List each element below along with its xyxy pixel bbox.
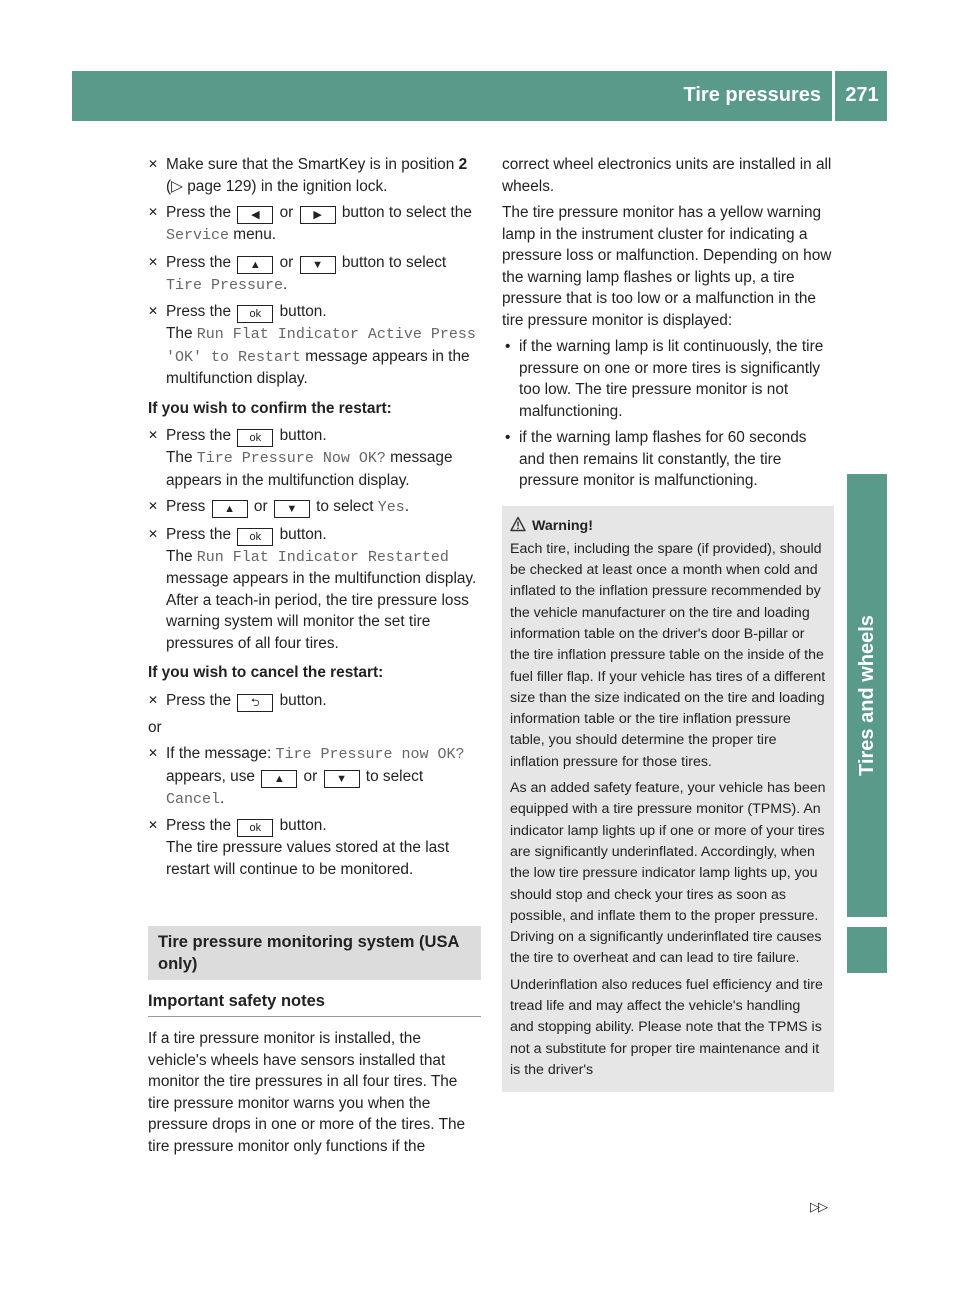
key-glyph-icon: ⮌: [237, 694, 273, 712]
warning-heading: [510, 516, 826, 537]
display-message: Tire Pressure now OK?: [275, 746, 465, 763]
left-column: [148, 154, 481, 1162]
warning-paragraph: Underinflation also reduces fuel efficiency and tire tread life and may affect the vehicle's handling and stopping ability. Please note that the TPMS is not a substitute for proper tire maintenance and it is the driver's: [510, 976, 823, 1078]
step-text: Press the ▲ or ▼ button to select Tire Pressure.: [166, 253, 447, 294]
key-glyph-icon: ▶: [300, 206, 336, 224]
display-message: Service: [166, 227, 230, 244]
x-marker-icon: ✕: [148, 746, 159, 760]
step-text: Press the ok button. The Run Flat Indicator Restarted message appears in the multifunction display. After a teach-in period, the tire pressure loss warning system will monitor the set tire pressures of all four tires.: [166, 525, 477, 652]
instruction-step: [148, 252, 481, 297]
instruction-step: [148, 815, 481, 880]
page-header: [72, 71, 887, 121]
paragraph: correct wheel electronics units are installed in all wheels.: [502, 156, 832, 195]
warning-paragraph: As an added safety feature, your vehicle has been equipped with a tire pressure monitor (TPMS). An indicator lamp lights up if one or more of your tires are significantly underinflated. Accordingly, when the low tire pressure indicator lamp lights up, you should stop and check your tires as soon as possible, and inflate them to the proper pressure. Driving on a significantly underinflated tire causes the tire to overheat and can lead to tire failure.: [510, 780, 826, 967]
x-marker-icon: ✕: [148, 157, 159, 171]
section-title: Tire pressure monitoring system (USA only): [148, 926, 481, 980]
instruction-step: [148, 524, 481, 655]
cancel-heading: If you wish to cancel the restart:: [148, 664, 384, 681]
instruction-step: [148, 743, 481, 810]
x-marker-icon: ✕: [148, 205, 159, 219]
x-marker-icon: ✕: [148, 499, 159, 513]
step-text: Press the ⮌ button.: [166, 692, 327, 709]
instruction-step: [148, 425, 481, 491]
instruction-step: [148, 301, 481, 390]
step-text: Press the ok button. The Run Flat Indicator Active Press 'OK' to Restart message appears in the multifunction display.: [166, 303, 476, 387]
header-title: Tire pressures: [683, 84, 821, 106]
key-glyph-icon: ok: [237, 305, 273, 323]
confirm-heading: If you wish to confirm the restart:: [148, 399, 392, 417]
key-glyph-icon: ▲: [261, 770, 297, 788]
display-message: Run Flat Indicator Active Press 'OK' to Restart: [166, 326, 476, 366]
display-message: Tire Pressure Now OK?: [196, 450, 386, 467]
display-message: Cancel: [166, 790, 221, 808]
warning-paragraph: Each tire, including the spare (if provided), should be checked at least once a month when cold and inflated to the inflation pressure recommended by the vehicle manufacturer on the tire and loading information table on the driver's door B-pillar or the tire inflation pressure table on the inside of the fuel filler flap. If your vehicle has tires of a different size than the size indicated on the tire and loading information table or the tire inflation pressure table, you should determine the proper tire inflation pressure for those tires.: [510, 540, 826, 770]
page-number: 271: [845, 84, 879, 106]
bold-text: 2: [458, 156, 468, 173]
paragraph: The tire pressure monitor has a yellow warning lamp in the instrument cluster for indicating a pressure loss or malfunction. Depending on how the warning lamp flashes or lights up, a tire pressure that is too low or a malfunction in the tire pressure monitor is displayed:: [502, 204, 832, 329]
or-text: or: [148, 718, 162, 736]
display-message: Yes: [377, 499, 405, 516]
list-item: [502, 336, 834, 422]
x-marker-icon: ✕: [148, 254, 159, 269]
display-message: Tire Pressure: [166, 276, 284, 294]
r-bullet-icon: •: [505, 338, 511, 355]
steps-group: [148, 425, 481, 654]
key-glyph-icon: ok: [237, 528, 273, 546]
key-glyph-icon: ok: [237, 819, 273, 837]
bullet-text: if the warning lamp is lit continuously, the tire pressure on one or more tires is significantly too low. The tire pressure monitor is not malfunctioning.: [519, 338, 824, 420]
x-marker-icon: ✕: [148, 428, 159, 442]
right-column: [502, 154, 834, 1092]
key-glyph-icon: ▲: [212, 500, 248, 518]
key-glyph-icon: ▼: [300, 256, 336, 274]
side-tab: [847, 474, 887, 917]
step-text: Press the ok button. The Tire Pressure Now OK? message appears in the multifunction display.: [166, 427, 453, 489]
step-text: Press the ok button. The tire pressure values stored at the last restart will continue to be monitored.: [166, 817, 450, 878]
x-marker-icon: ✕: [148, 692, 159, 707]
bullet-text: if the warning lamp flashes for 60 seconds and then remains lit constantly, the tire pressure monitor is malfunctioning.: [519, 429, 807, 489]
x-marker-icon: ✕: [148, 818, 159, 832]
key-glyph-icon: ▼: [274, 500, 310, 518]
step-text: Press the ◀ or ▶ button to select the Service menu.: [166, 204, 472, 244]
step-text: Press ▲ or ▼ to select Yes.: [166, 498, 410, 516]
x-marker-icon: ✕: [148, 526, 159, 541]
instruction-step: [148, 690, 481, 712]
r-bullet-icon: •: [505, 429, 511, 446]
steps-group: [148, 154, 481, 390]
intro-paragraph: If a tire pressure monitor is installed, the vehicle's wheels have sensors installed that monitor the tire pressures in all four tires. The tire pressure monitor warns you when the pressure drops in one or more of the tires. The tire pressure monitor only functions if the: [148, 1030, 466, 1155]
instruction-step: [148, 154, 481, 197]
subheading: Important safety notes: [148, 990, 481, 1017]
side-tab-marker: [847, 927, 887, 973]
list-item: [502, 427, 834, 492]
side-tab-label: Tires and wheels: [856, 615, 878, 776]
key-glyph-icon: ▼: [324, 770, 360, 788]
warning-title: Warning!: [532, 517, 593, 534]
step-text: Make sure that the SmartKey is in position 2 (▷ page 129) in the ignition lock.: [166, 156, 468, 195]
key-glyph-icon: ok: [237, 429, 273, 447]
step-text: If the message: Tire Pressure now OK? appears, use ▲ or ▼ to select Cancel.: [166, 745, 465, 808]
warning-box: [502, 506, 834, 1093]
x-marker-icon: ✕: [148, 304, 159, 318]
key-glyph-icon: ◀: [237, 206, 273, 224]
header-divider: [832, 71, 835, 121]
warning-triangle-icon: [510, 516, 526, 532]
continue-arrows-icon: ▷▷: [810, 1199, 826, 1214]
steps-group: [148, 690, 481, 712]
steps-group: [148, 743, 481, 880]
key-glyph-icon: ▲: [237, 256, 273, 274]
instruction-step: [148, 496, 481, 519]
display-message: Run Flat Indicator Restarted: [196, 548, 449, 566]
instruction-step: [148, 202, 481, 247]
